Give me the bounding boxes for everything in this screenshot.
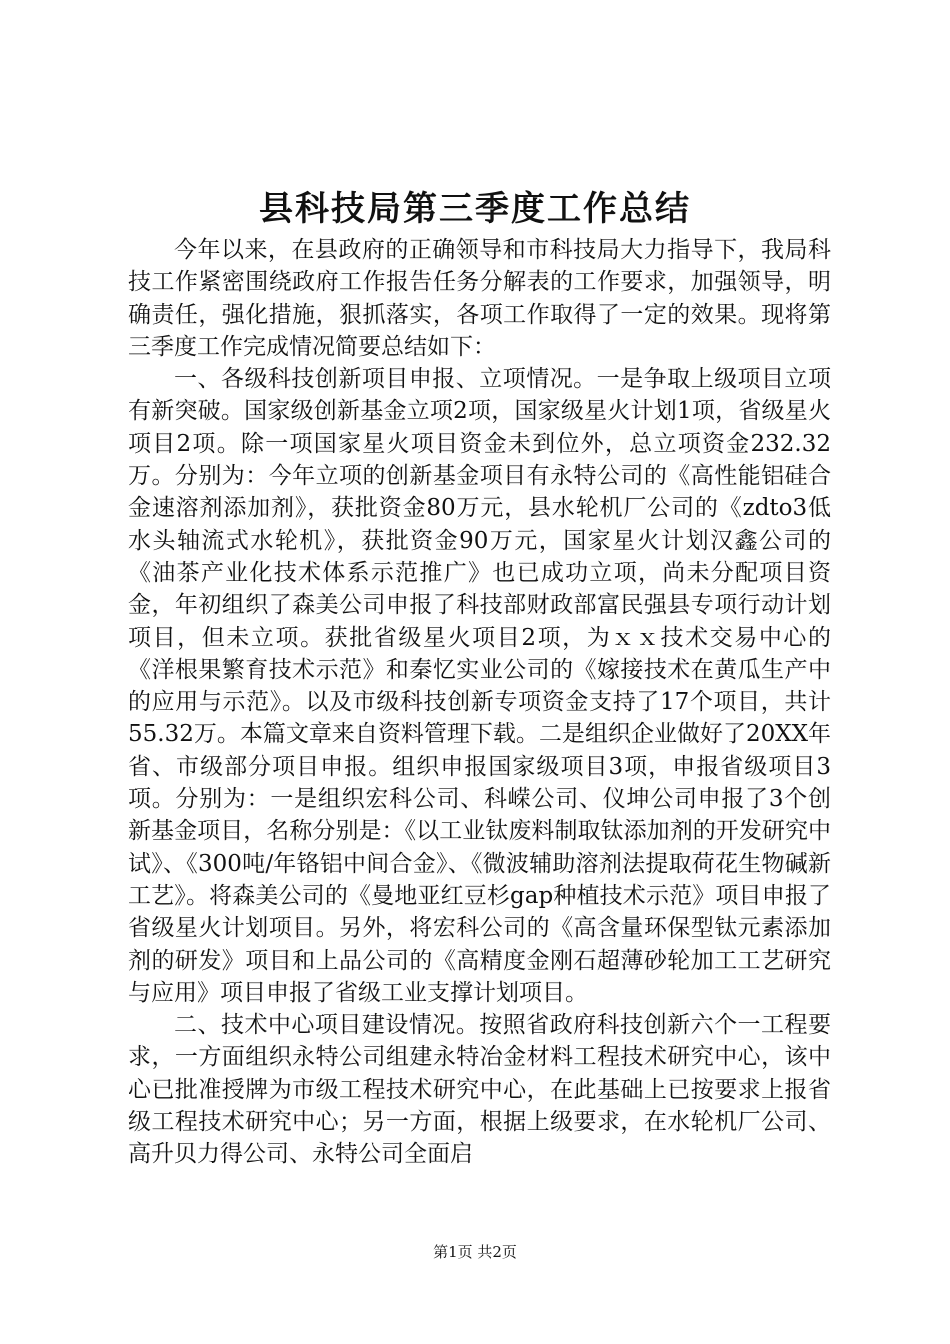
- document-title: 县科技局第三季度工作总结: [259, 189, 691, 229]
- page-number-footer: 第1页 共2页: [433, 1243, 517, 1261]
- paragraph-section-1: 一、各级科技创新项目申报、立项情况。一是争取上级项目立项有新突破。国家级创新基金立项2项，国家级星火计划1项，省级星火项目2项。除一项国家星火项目资金未到位外，总立项资金232.32万。分别为：今年立项的创新基金项目有永特公司的《高性能铝硅合金速溶剂添加剂》，获批资金80万元，县水轮机厂公司的《zdto3低水头轴流式水轮机》，获批资金90万元，国家星火计划汉鑫公司的《油茶产业化技术体系示范推广》也已成功立项，尚未分配项目资金，年初组织了森美公司申报了科技部财政部富民强县专项行动计划项目，但未立项。获批省级星火项目2项，为ｘｘ技术交易中心的《洋根果繁育技术示范》和秦忆实业公司的《嫁接技术在黄瓜生产中的应用与示范》。以及市级科技创新专项资金支持了17个项目，共计55.32万。本篇文章来自资料管理下载。二是组织企业做好了20XX年省、市级部分项目申报。组织申报国家级项目3项，申报省级项目3项。分别为：一是组织宏科公司、科嵘公司、仪坤公司申报了3个创新基金项目，名称分别是：《以工业钛废料制取钛添加剂的开发研究中试》、《300吨/年铬铝中间合金》、《微波辅助溶剂法提取荷花生物碱新工艺》。将森美公司的《曼地亚红豆杉gap种植技术示范》项目申报了省级星火计划项目。另外，将宏科公司的《高含量环保型钛元素添加剂的研发》项目和上品公司的《高精度金刚石超薄砂轮加工工艺研究与应用》项目申报了省级工业支撑计划项目。: [128, 366, 831, 1006]
- paragraph-intro: 今年以来，在县政府的正确领导和市科技局大力指导下，我局科技工作紧密围绕政府工作报告任务分解表的工作要求，加强领导，明确责任，强化措施，狠抓落实，各项工作取得了一定的效果。现将第三季度工作完成情况简要总结如下：: [128, 237, 831, 360]
- document-body: [128, 234, 831, 1171]
- paragraph-section-2: 二、技术中心项目建设情况。按照省政府科技创新六个一工程要求，一方面组织永特公司组建永特冶金材料工程技术研究中心，该中心已批准授牌为市级工程技术研究中心，在此基础上已按要求上报省级工程技术研究中心；另一方面，根据上级要求，在水轮机厂公司、高升贝力得公司、永特公司全面启: [128, 1012, 831, 1168]
